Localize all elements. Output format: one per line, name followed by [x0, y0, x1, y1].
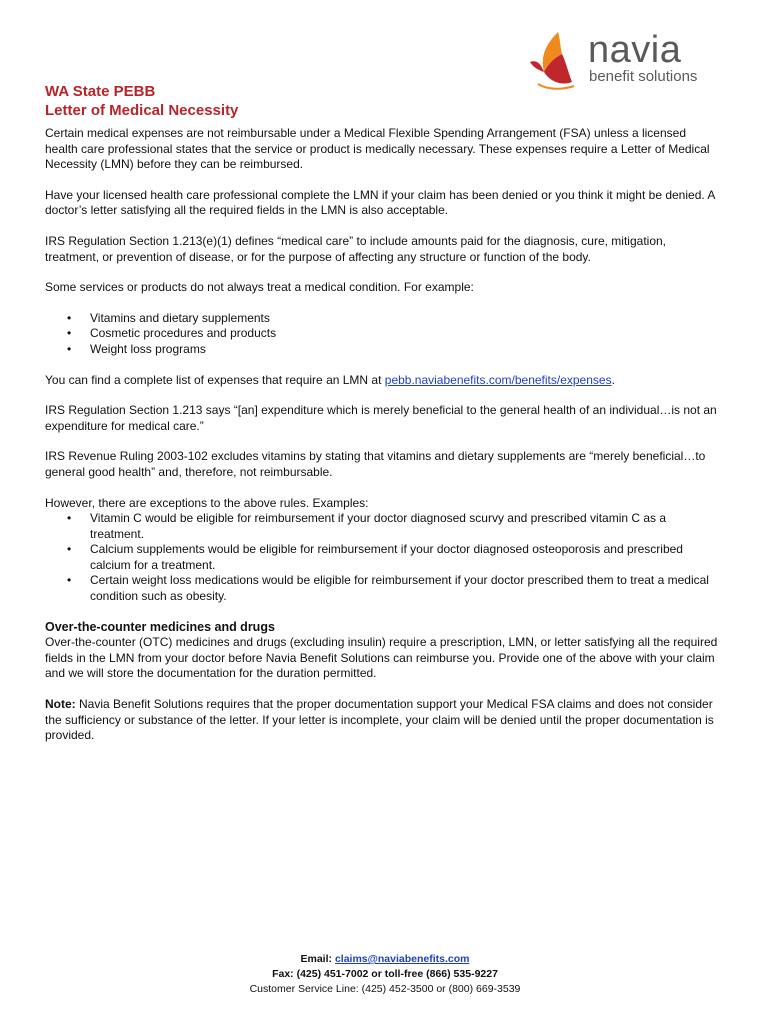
navia-logo — [528, 28, 718, 92]
paragraph-exceptions-intro: However, there are exceptions to the above rules. Examples: — [45, 495, 369, 510]
title-line-2: Letter of Medical Necessity — [45, 102, 239, 119]
paragraph-irs-ruling: IRS Revenue Ruling 2003-102 excludes vitamins by stating that vitamins and dietary supplements are “merely beneficial…to general good health” and, therefore, not reimbursable. — [45, 449, 706, 479]
list-item: • Calcium supplements would be eligible for reimbursement if your doctor diagnosed osteoporosis and prescribed calcium for a treatment. — [45, 542, 720, 573]
list-item: • Certain weight loss medications would be eligible for reimbursement if your doctor prescribed them to treat a medical condition such as obesity. — [45, 573, 720, 604]
title-line-1: WA State PEBB — [45, 83, 156, 100]
paragraph-note — [45, 697, 720, 744]
list-item: • Vitamin C would be eligible for reimbursement if your doctor diagnosed scurvy and prescribed vitamin C as a treatment. — [45, 511, 720, 542]
paragraph-examples-intro: Some services or products do not always treat a medical condition. For example: — [45, 280, 474, 295]
logo-tagline: benefit solutions — [589, 68, 698, 85]
expenses-link[interactable]: pebb.naviabenefits.com/benefits/expenses — [384, 372, 612, 387]
email-link[interactable]: claims@naviabenefits.com — [334, 953, 470, 965]
logo-wordmark: navia — [588, 29, 682, 71]
expense-list-suffix: . — [611, 372, 615, 387]
list-item: • Cosmetic procedures and products — [45, 326, 720, 342]
otc-heading: Over-the-counter medicines and drugs — [45, 619, 275, 634]
document-body — [45, 126, 720, 759]
paragraph-intro: Certain medical expenses are not reimbursable under a Medical Flexible Spending Arrangement (FSA) unless a licensed health care professional states that the service or product is medically necessary. These expenses require a Letter of Medical Necessity (LMN) before they can be reimbursed. — [45, 126, 710, 172]
contact-footer — [0, 952, 770, 997]
footer-fax-line: Fax: (425) 451-7002 or toll-free (866) 535-9227 — [272, 968, 498, 980]
document-title — [45, 82, 238, 120]
navia-flame-icon — [528, 28, 588, 92]
paragraph-complete-lmn: Have your licensed health care professional complete the LMN if your claim has been denied or you think it might be denied. A doctor’s letter satisfying all the required fields in the LMN is also acceptable. — [45, 187, 715, 218]
note-text: Navia Benefit Solutions requires that the proper documentation support your Medical FSA claims and does not consider the sufficiency or substance of the letter. If your letter is incomplete, your claim will be denied until the proper documentation is provided. — [45, 697, 714, 743]
expense-list-prefix: You can find a complete list of expenses that require an LMN at — [45, 372, 385, 387]
paragraph-irs-1213: IRS Regulation Section 1.213 says “[an] expenditure which is merely beneficial to the general health of an individual…is not an expenditure for medical care.” — [45, 403, 717, 433]
note-label: Note: — [45, 697, 76, 712]
examples-list — [45, 311, 720, 358]
list-item: • Weight loss programs — [45, 342, 720, 358]
paragraph-otc: Over-the-counter (OTC) medicines and drugs (excluding insulin) require a prescription, LMN, or letter satisfying all the required fields in the LMN from your doctor before Navia Benefit Solutions can reimburse you. Provide one of the above with your claim and we will store the documentation for the duration permitted. — [45, 635, 718, 681]
exceptions-list — [45, 511, 720, 605]
footer-phone-line: Customer Service Line: (425) 452-3500 or (800) 669-3539 — [249, 983, 521, 995]
paragraph-expense-list — [45, 373, 720, 389]
list-item: • Vitamins and dietary supplements — [45, 311, 720, 327]
email-label: Email: — [300, 953, 335, 965]
footer-email-line — [0, 952, 770, 967]
paragraph-irs-definition: IRS Regulation Section 1.213(e)(1) defines “medical care” to include amounts paid for the diagnosis, cure, mitigation, treatment, or prevention of disease, or for the purpose of affecting any structure or function of the body. — [45, 233, 666, 264]
